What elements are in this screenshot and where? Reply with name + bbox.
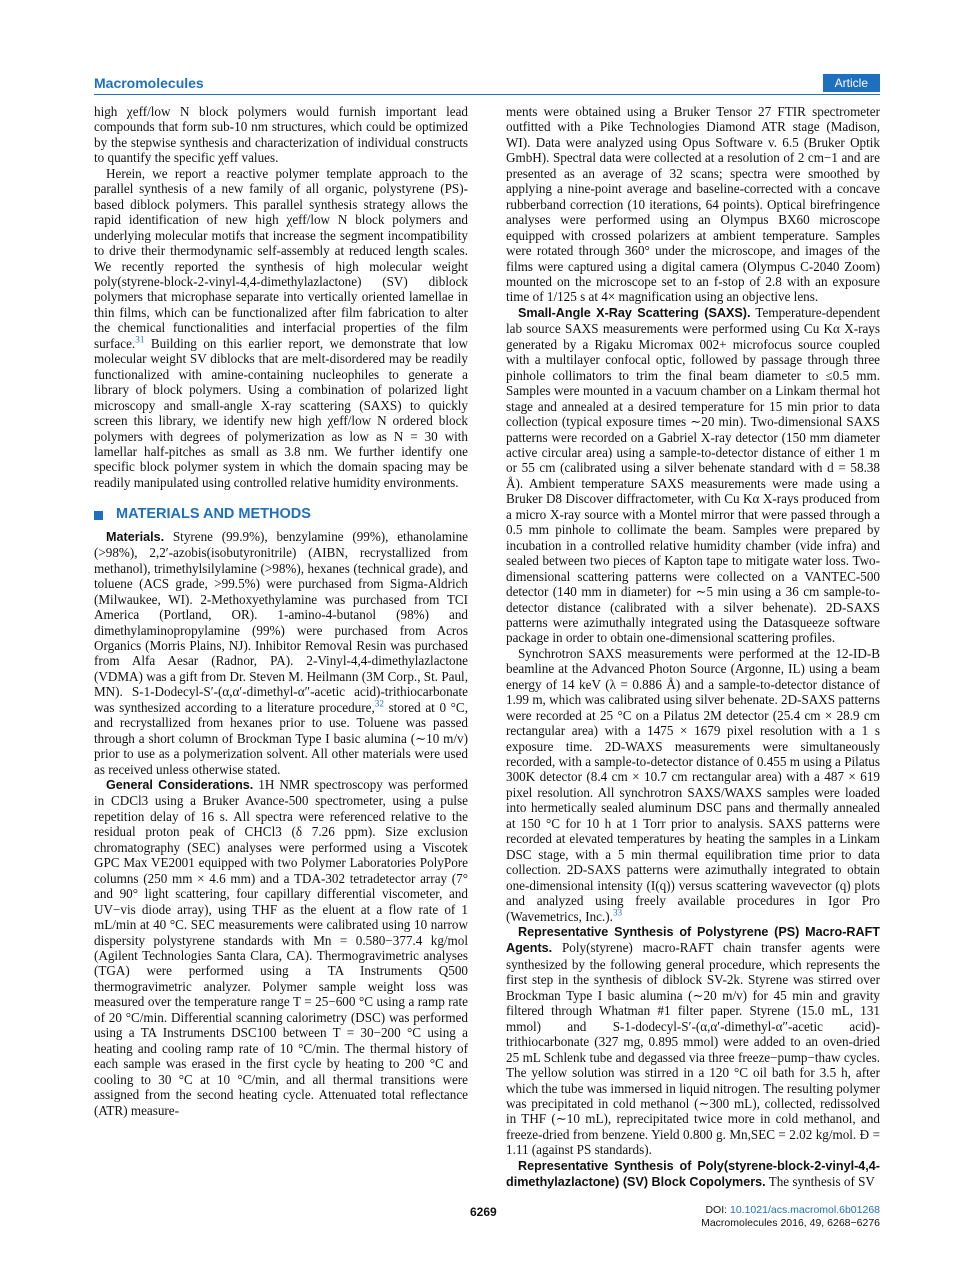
synchrotron-paragraph: Synchrotron SAXS measurements were performed at the 12-ID-B beamline at the Advanced Photon Source (Argonne, IL) using a beam energy of 14 keV (λ = 0.886 Å) and a sample-to-detector distance of 1.99 m, which was calibrated using silver behenate. 2D-SAXS patterns were recorded at 25 °C on a Pilatus 2M detector (25.4 cm × 28.9 cm rectangular area) with a 1475 × 1679 pixel resolution with a 1 s exposure time. 2D-WAXS measurements were simultaneously recorded, with a sample-to-detector distance of 0.455 m using a Pilatus 300K detector (8.4 cm × 10.7 cm rectangular area) with a 487 × 619 pixel resolution. All synchrotron SAXS/WAXS samples were loaded into hermetically sealed aluminum DSC pans and thermally annealed at 150 °C for 10 h at 1 Torr prior to analysis. SAXS patterns were recorded at elevated temperatures by heating the samples in a Linkam DSC stage, with a 5 min thermal equilibration time prior to data collection. 2D-SAXS patterns were azimuthally integrated to obtain one-dimensional intensity (I(q)) versus scattering wavevector (q) plots and analyzed using freely available procedures in Igor Pro (Wavemetrics, Inc.).$^{33}$: [506, 645, 880, 924]
raft-paragraph: Representative Synthesis of Polystyrene (PS) Macro-RAFT Agents. Poly(styrene) macro-RAFT chain transfer agents were synthesized by the following general procedure, which represents the first step in the synthesis of diblock SV-2k. Styrene was stirred over Brockman Type I basic alumina (∼20 m/v) for 45 min and gravity filtered through Whatman #1 filter paper. Styrene (15.0 mL, 131 mmol) and S-1-dodecyl-S′-(α,α′-dimethyl-α″-acetic acid)-trithiocarbonate (327 mg, 0.895 mmol) were added to an oven-dried 25 mL Schlenk tube and degassed via three freeze−pump−thaw cycles. The yellow solution was stirred in a 120 °C oil bath for 3.5 h, after which the tube was immersed in liquid nitrogen. The resulting polymer was precipitated in cold methanol (∼300 mL), collected, redissolved in THF (∼10 mL), reprecipitated twice more in cold methanol, and freeze-dried from benzene. Yield 0.800 g. Mn,SEC = 2.02 kg/mol. Đ = 1.11 (against PS standards).: [506, 925, 880, 1158]
section-square-icon: [94, 511, 103, 520]
materials-paragraph: Materials. Styrene (99.9%), benzylamine (99%), ethanolamine (>98%), 2,2′-azobis(isobutyronitrile) (AIBN, recrystallized from methanol), trimethylsilylamine (>98%), hexanes (technical grade), and toluene (ACS grade, >99.5%) were purchased from Sigma-Aldrich (Milwaukee, WI). 2-Methoxyethylamine was purchased from TCI America (Portland, OR). 1-amino-4-butanol (98%) and dimethylaminopropylamine (99%) were purchased from Acros Organics (Morris Plains, NJ). Inhibitor Removal Resin was purchased from Alfa Aesar (Radnor, PA). 2-Vinyl-4,4-dimethylazlactone (VDMA) was a gift from Dr. Steven M. Heilmann (3M Corp., St. Paul, MN). S-1-Dodecyl-S′-(α,α′-dimethyl-α″-acetic acid)-trithiocarbonate was synthesized according to a literature procedure,$^{32}$ stored at 0 °C, and recrystallized from hexanes prior to use. Toluene was passed through a short column of Brockman Type I basic alumina (∼10 m/v) prior to use as a polymerization solvent. All other materials were used as received unless otherwise stated.: [94, 528, 468, 777]
citation-31[interactable]: 31: [135, 334, 145, 345]
article-badge: Article: [823, 74, 880, 92]
journal-citation: Macromolecules 2016, 49, 6268−6276: [701, 1217, 880, 1229]
header-rule: [94, 94, 880, 95]
atr-paragraph: ments were obtained using a Bruker Tensor 27 FTIR spectrometer outfitted with a Pike Technologies Diamond ATR stage (Madison, WI). Data were analyzed using Opus Software v. 6.5 (Bruker Optik GmbH). Spectral data were collected at a resolution of 2 cm−1 and are presented as an average of 32 scans; spectra were smoothed by applying a nine-point average and baseline-corrected with a concave rubberband correction (10 iterations, 64 points). Optical birefringence analyses were performed using an Olympus BX60 microscope equipped with crossed polarizers at ambient temperature. Samples were rotated through 360° under the microscope, and images of the films were captured using a digital camera (Olympus C-2040 Zoom) mounted on the microscope set to an f-stop of 2.8 with an exposure time of 1/125 s at 4× magnification using an objective lens.: [506, 104, 880, 305]
general-considerations-paragraph: General Considerations. 1H NMR spectroscopy was performed in CDCl3 using a Bruker Avance-500 spectrometer, using a pulse repetition delay of 16 s. All spectra were referenced relative to the residual proton peak of CHCl3 (δ 7.26 ppm). Size exclusion chromatography (SEC) analyses were performed using a Viscotek GPC Max VE2001 equipped with two Polymer Laboratories PolyPore columns (250 mm × 4.6 mm) and a TDA-302 tetradetector array (7° and 90° light scattering, four capillary differential viscometer, and UV−vis diode array), using THF as the eluent at a flow rate of 1 mL/min at 40 °C. SEC measurements were calibrated using 10 narrow dispersity polystyrene standards with Mn = 0.580−377.4 kg/mol (Agilent Technologies Santa Clara, CA). Thermogravimetric analyses (TGA) were performed using a TA Instruments Q500 thermogravimetric analyzer. Polymer sample weight loss was measured over the temperature range T = 25−600 °C using a ramp rate of 20 °C/min. Differential scanning calorimetry (DSC) was performed using a TA Instruments DSC100 between T = 30−200 °C using a heating and cooling ramp rate of 10 °C/min. The thermal history of each sample was erased in the first cycle by heating to 200 °C and cooling to 30 °C at 10 °C/min, and all thermal transitions were assigned from the second heating cycle. Attenuated total reflectance (ATR) measure-: [94, 777, 468, 1118]
page-number: 6269: [470, 1205, 497, 1219]
saxs-paragraph: Small-Angle X-Ray Scattering (SAXS). Temperature-dependent lab source SAXS measurements were performed using Cu Kα X-rays generated by a Rigaku Micromax 002+ microfocus source coupled with a multilayer confocal optic, followed by passage through three pinhole collimators to trim the final beam diameter to ≤0.5 mm. Samples were mounted in a vacuum chamber on a Linkam thermal hot stage and annealed at a desired temperature for 15 min prior to data collection (typical exposure times ∼20 min). Two-dimensional SAXS patterns were recorded on a Gabriel X-ray detector (150 mm diameter active circular area) using a sample-to-detector distance of either 1 m or 55 cm (calibrated using a silver behenate standard with d = 58.38 Å). Ambient temperature SAXS measurements were made using a Bruker D8 Discover diffractometer, with Cu Kα X-rays produced from a micro X-ray source with a Montel mirror that were passed through a 0.5 mm pinhole to collimate the beam. Samples were prepared by incubation in a controlled relative humidity chamber (vide infra) and sealed between two pieces of Kapton tape to mitigate water loss. Two-dimensional scattering patterns were collected on a VANTEC-500 detector (140 mm in diameter) for ∼5 min using a 36 cm sample-to-detector distance (calibrated with a silver behenate). 2D-SAXS patterns were azimuthally integrated using the Datasqueeze software package in order to obtain one-dimensional scattering profiles.: [506, 304, 880, 646]
page-header: [94, 74, 880, 92]
doi-link[interactable]: 10.1021/acs.macromol.6b01268: [729, 1204, 880, 1216]
intro-paragraph-2: Herein, we report a reactive polymer template approach to the parallel synthesis of a new family of all organic, polystyrene (PS)-based diblock polymers. This parallel synthesis strategy allows the rapid identification of new high χeff/low N block polymers and underlying molecular motifs that increase the segment incompatibility to drive their thermodynamic self-assembly at reduced length scales. We recently reported the synthesis of high molecular weight poly(styrene-block-2-vinyl-4,4-dimethylazlactone) (SV) diblock polymers that microphase separate into vertically oriented lamellae in thin films, which can be functionalized after film fabrication to alter the chemical functionalities and interfacial properties of the film surface.$^{31}$ Building on this earlier report, we demonstrate that low molecular weight SV diblocks that are melt-disordered may be readily functionalized with amine-containing nucleophiles to generate a library of block polymers. Using a combination of polarized light microscopy and small-angle X-ray scattering (SAXS) to quickly screen this library, we identify new high χeff/low N ordered block polymers with degrees of polymerization as low as N = 30 with lamellar half-pitches as small as 3.8 nm. We further identify one specific block polymer system in which the domain spacing may be readily manipulated using controlled relative humidity environments.: [94, 165, 468, 490]
left-column: [94, 104, 468, 1118]
citation-32[interactable]: 32: [374, 698, 384, 709]
intro-paragraph-1: high χeff/low N block polymers would furnish important lead compounds that form sub-10 nm structures, which could be optimized by the stepwise synthesis and characterization of individual constructs to quantify the specific χeff values.: [94, 104, 468, 166]
citation-33[interactable]: 33: [612, 907, 623, 918]
right-column: [506, 104, 880, 1191]
section-heading: MATERIALS AND METHODS: [94, 507, 468, 522]
footer-citation: DOI: 10.1021/acs.macromol.6b01268 Macromolecules 2016, 49, 6268−6276: [701, 1204, 880, 1229]
sv-paragraph: Representative Synthesis of Poly(styrene-block-2-vinyl-4,4-dimethylazlactone) (SV) Block Copolymers. The synthesis of SV: [506, 1158, 880, 1190]
journal-name[interactable]: Macromolecules: [94, 75, 204, 91]
